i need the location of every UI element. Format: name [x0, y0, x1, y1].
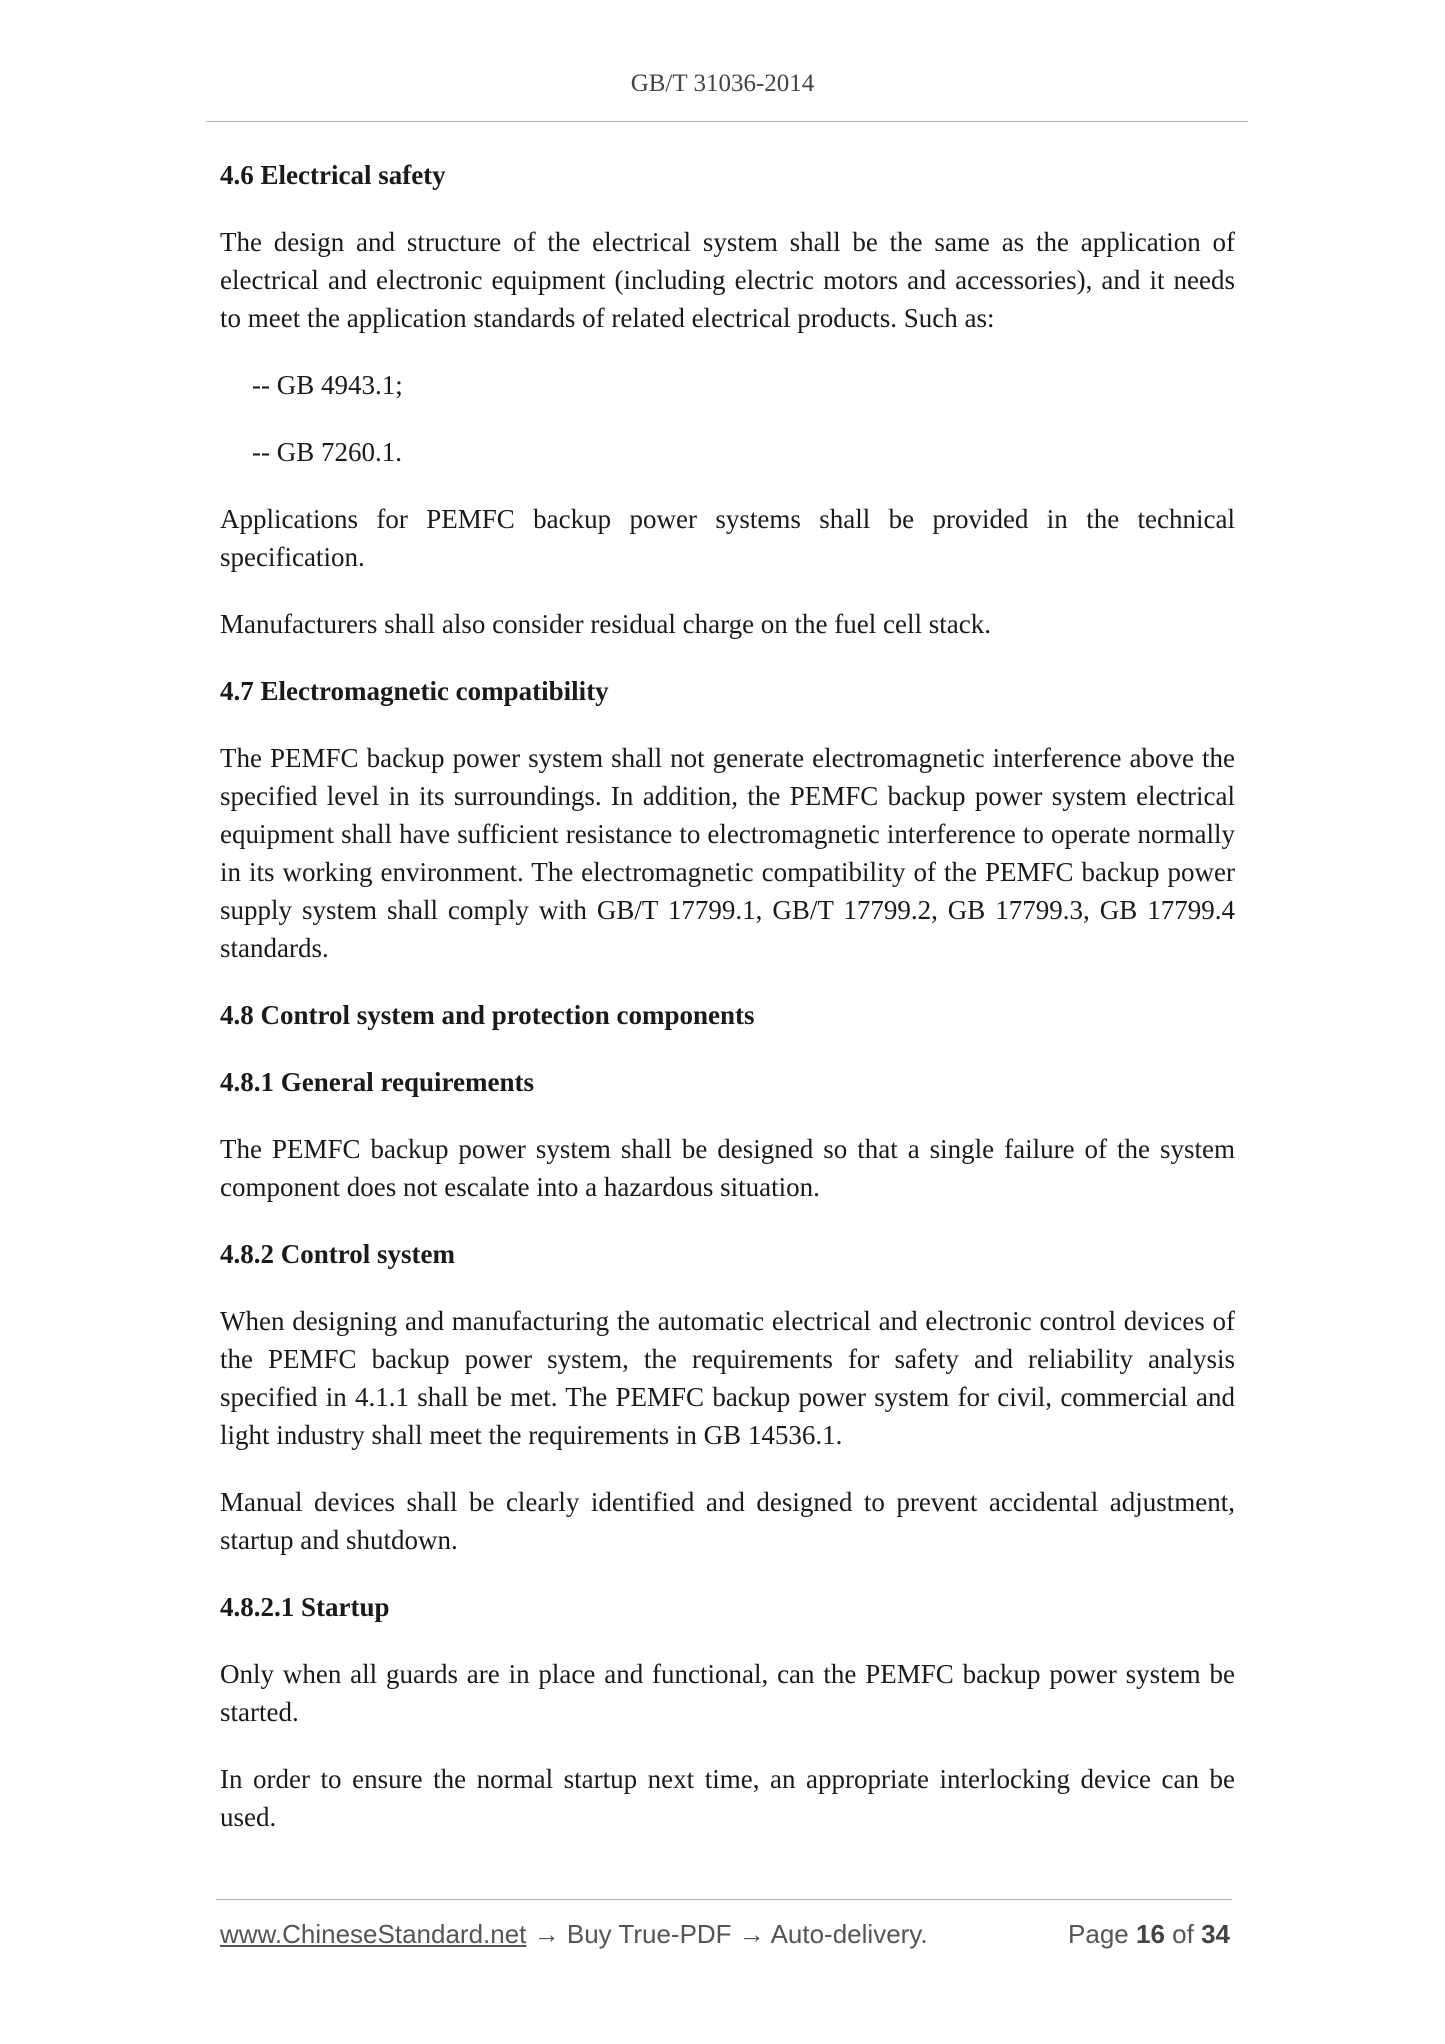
page-number — [1068, 1919, 1230, 1950]
section-4-8-2-1-heading: 4.8.2.1 Startup — [220, 1592, 390, 1622]
section-4-8-2-paragraph-1: When designing and manufacturing the automatic electrical and electronic control devices of the PEMFC backup power system, the requirements for safety and reliability analysis specified in 4.1.1 shall be met. The PEMFC backup power system for civil, commercial and light industry shall meet the requirements in GB 14536.1. — [220, 1306, 1235, 1450]
section-4-8-1-heading: 4.8.1 General requirements — [220, 1067, 534, 1097]
footer-tagline: → Buy True-PDF → Auto-delivery. — [526, 1919, 928, 1949]
document-header: GB/T 31036-2014 — [630, 70, 815, 97]
section-4-6-paragraph-2: Applications for PEMFC backup power systems shall be provided in the technical specification. — [220, 504, 1235, 572]
section-4-7-heading: 4.7 Electromagnetic compatibility — [220, 676, 609, 706]
list-item: -- GB 7260.1. — [252, 437, 402, 467]
page-total: 34 — [1201, 1919, 1230, 1949]
section-4-6-paragraph-1: The design and structure of the electrical system shall be the same as the application of electrical and electronic equipment (including electric motors and accessories), and it needs to meet the application standards of related electrical products. Such as: — [220, 227, 1235, 333]
page-footer — [220, 1919, 1230, 1959]
footer-divider — [216, 1899, 1232, 1900]
header-divider — [206, 121, 1248, 122]
list-item: -- GB 4943.1; — [252, 370, 403, 400]
section-4-8-heading: 4.8 Control system and protection components — [220, 1000, 755, 1030]
section-4-8-2-paragraph-2: Manual devices shall be clearly identified and designed to prevent accidental adjustment, startup and shutdown. — [220, 1487, 1235, 1555]
website-link[interactable]: www.ChineseStandard.net — [220, 1919, 527, 1949]
of-label: of — [1172, 1919, 1194, 1949]
section-4-7-paragraph-1: The PEMFC backup power system shall not generate electromagnetic interference above the specified level in its surroundings. In addition, the PEMFC backup power system electrical equipment shall have sufficient resistance to electromagnetic interference to operate normally in its working environment. The electromagnetic compatibility of the PEMFC backup power supply system shall comply with GB/T 17799.1, GB/T 17799.2, GB 17799.3, GB 17799.4 standards. — [220, 743, 1235, 963]
section-4-8-1-paragraph-1: The PEMFC backup power system shall be designed so that a single failure of the system component does not escalate into a hazardous situation. — [220, 1134, 1235, 1202]
footer-promo — [220, 1919, 928, 1950]
section-4-8-2-1-paragraph-2: In order to ensure the normal startup next time, an appropriate interlocking device can be used. — [220, 1764, 1235, 1832]
page-label: Page — [1068, 1919, 1129, 1949]
section-4-6-paragraph-3: Manufacturers shall also consider residual charge on the fuel cell stack. — [220, 609, 991, 639]
section-4-8-2-heading: 4.8.2 Control system — [220, 1239, 455, 1269]
section-4-6-heading: 4.6 Electrical safety — [220, 160, 446, 190]
page-body — [220, 156, 1235, 1865]
page-current: 16 — [1136, 1919, 1165, 1949]
section-4-8-2-1-paragraph-1: Only when all guards are in place and functional, can the PEMFC backup power system be started. — [220, 1659, 1235, 1727]
